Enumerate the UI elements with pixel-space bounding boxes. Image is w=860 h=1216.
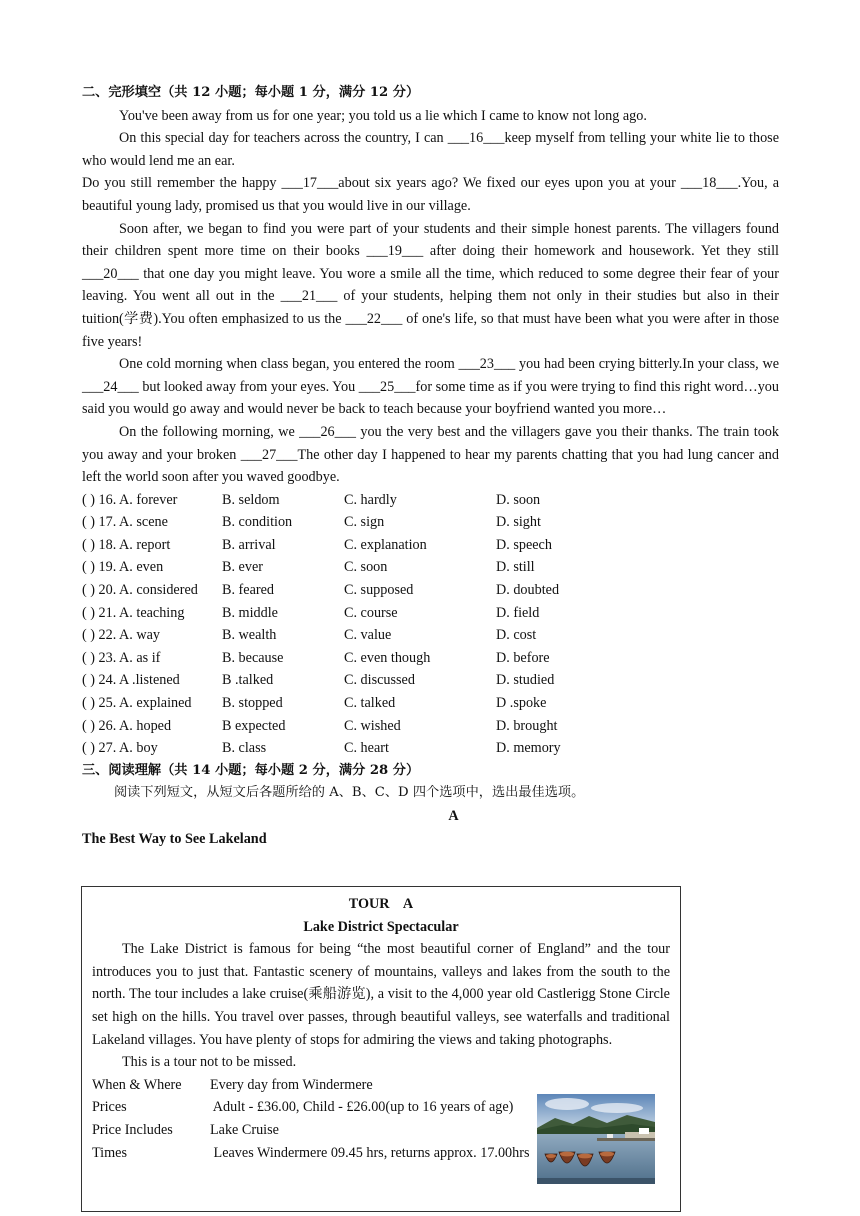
question-list [82, 489, 779, 760]
option-d: D. soon [496, 491, 541, 508]
option-d: D. field [496, 604, 540, 621]
passage-paragraph: Do you still remember the happy ___17___about six years ago? We fixed our eyes upon you at your ___18___.You, a beautiful young lady, promised us that you would live in our village. [82, 175, 779, 214]
option-b: B. arrival [222, 536, 276, 553]
question-number-option-a: ( ) 17. A. scene [82, 514, 168, 531]
question-row [82, 511, 779, 534]
info-value: Lake Cruise [210, 1121, 279, 1138]
lake-photo [537, 1094, 655, 1184]
question-row [82, 489, 779, 512]
passage-paragraph: You've been away from us for one year; you told us a lie which I came to know not long ago. [119, 107, 647, 124]
option-d: D. sight [496, 514, 541, 531]
info-value: Leaves Windermere 09.45 hrs, returns approx. 17.00hrs [210, 1144, 530, 1161]
tour-name: Lake District Spectacular [303, 918, 459, 935]
tour-info-row [92, 1074, 670, 1097]
option-c: C. heart [344, 740, 389, 757]
passage-paragraph: Soon after, we began to find you were part of your students and their simple honest parents. The villagers found their children spent more time on their books ___19___ after doing their homework and housework. Yet they still ___20___ that one day you might leave. You wore a smile all the time, which reduced to some degree their fear of your leaving. You went all out in the ___21___ of your students, helping them not only in their studies but also in their tuition(学费).You often emphasized to us the ___22___ of one's life, so that must have been what you were after in those five years! [82, 220, 779, 350]
lake-boats-image [537, 1094, 655, 1184]
question-number-option-a: ( ) 23. A. as if [82, 649, 161, 666]
question-row [82, 737, 779, 760]
question-row [82, 534, 779, 557]
option-c: C. supposed [344, 582, 414, 599]
passage-paragraph: One cold morning when class began, you entered the room ___23___ you had been crying bitterly.In your class, we ___24___ but looked away from your eyes. You ___25___for some time as if you were trying to find this right word…you said you would go away and would never be back to teach because your boyfriend wanted you more… [82, 356, 779, 418]
question-number-option-a: ( ) 27. A. boy [82, 740, 158, 757]
option-d: D. cost [496, 627, 537, 644]
option-c: C. even though [344, 649, 431, 666]
option-d: D .spoke [496, 695, 547, 712]
cloze-passage [82, 105, 779, 489]
info-value: Adult - £36.00, Child - £26.00(up to 16 years of age) [210, 1099, 514, 1116]
passage-paragraph: On the following morning, we ___26___ you the very best and the villagers gave you their thanks. The train took you away and your broken ___27___The other day I happened to hear my parents chatting that you had lung cancer and left the world soon after you waved goodbye. [82, 423, 779, 486]
option-b: B. feared [222, 582, 274, 599]
question-row [82, 692, 779, 715]
option-d: D. brought [496, 717, 558, 734]
question-row [82, 602, 779, 625]
option-d: D. still [496, 559, 535, 576]
passage-paragraph: On this special day for teachers across the country, I can ___16___keep myself from telling your white lie to those who would lend me an ear. [82, 130, 779, 169]
option-c: C. discussed [344, 672, 415, 689]
option-c: C. soon [344, 559, 388, 576]
option-b: B. class [222, 740, 267, 757]
option-b: B. middle [222, 604, 278, 621]
question-row [82, 579, 779, 602]
info-label: Price Includes [92, 1121, 173, 1138]
option-d: D. studied [496, 672, 555, 689]
tour-description: The Lake District is famous for being “the most beautiful corner of England” and the tour introduces you to just that. Fantastic scenery of mountains, valleys and lakes from the south to the north. The tour includes a lake cruise(乘船游览), a visit to the 4,000 year old Castlerigg Stone Circle set high on the hills. You travel over passes, through beautiful valleys, see waterfalls and traditional Lakeland villages. You have plenty of stops for admiring the views and taking photographs. [92, 941, 670, 1048]
option-c: C. course [344, 604, 398, 621]
question-row [82, 624, 779, 647]
option-c: C. sign [344, 514, 385, 531]
question-row [82, 669, 779, 692]
option-c: C. value [344, 627, 392, 644]
section3-instruction: 阅读下列短文，从短文后各题所给的 A、B、C、D 四个选项中，选出最佳选项。 [114, 785, 585, 801]
option-c: C. wished [344, 717, 401, 734]
passage-title: The Best Way to See Lakeland [82, 830, 267, 847]
option-b: B .talked [222, 672, 274, 689]
exam-content [82, 82, 779, 850]
option-d: D. speech [496, 536, 552, 553]
option-d: D. memory [496, 740, 561, 757]
tour-note: This is a tour not to be missed. [122, 1054, 297, 1071]
question-number-option-a: ( ) 22. A. way [82, 627, 161, 644]
option-b: B. stopped [222, 695, 283, 712]
info-label: Times [92, 1144, 127, 1161]
option-b: B. seldom [222, 491, 280, 508]
option-c: C. hardly [344, 491, 397, 508]
option-b: B. condition [222, 514, 293, 531]
question-number-option-a: ( ) 24. A .listened [82, 672, 180, 689]
info-value: Every day from Windermere [210, 1076, 373, 1093]
question-number-option-a: ( ) 21. A. teaching [82, 604, 185, 621]
option-b: B. wealth [222, 627, 277, 644]
info-label: Prices [92, 1099, 127, 1116]
tour-label: TOUR A [348, 896, 414, 912]
option-d: D. doubted [496, 582, 560, 599]
question-number-option-a: ( ) 16. A. forever [82, 491, 178, 508]
question-number-option-a: ( ) 19. A. even [82, 559, 164, 576]
option-c: C. explanation [344, 536, 427, 553]
option-c: C. talked [344, 695, 396, 712]
question-number-option-a: ( ) 18. A. report [82, 536, 171, 553]
question-number-option-a: ( ) 20. A. considered [82, 582, 198, 599]
option-b: B. ever [222, 559, 263, 576]
passage-letter: A [448, 808, 459, 824]
option-b: B expected [222, 717, 286, 734]
section2-heading: 二、完形填空（共 12 小题；每小题 1 分，满分 12 分） [82, 85, 420, 100]
info-label: When & Where [92, 1076, 182, 1093]
question-row [82, 647, 779, 670]
question-number-option-a: ( ) 26. A. hoped [82, 717, 172, 734]
question-row [82, 715, 779, 738]
question-row [82, 556, 779, 579]
section3-heading: 三、阅读理解（共 14 小题；每小题 2 分，满分 28 分） [82, 762, 420, 778]
option-d: D. before [496, 649, 550, 666]
question-number-option-a: ( ) 25. A. explained [82, 695, 192, 712]
option-b: B. because [222, 649, 284, 666]
